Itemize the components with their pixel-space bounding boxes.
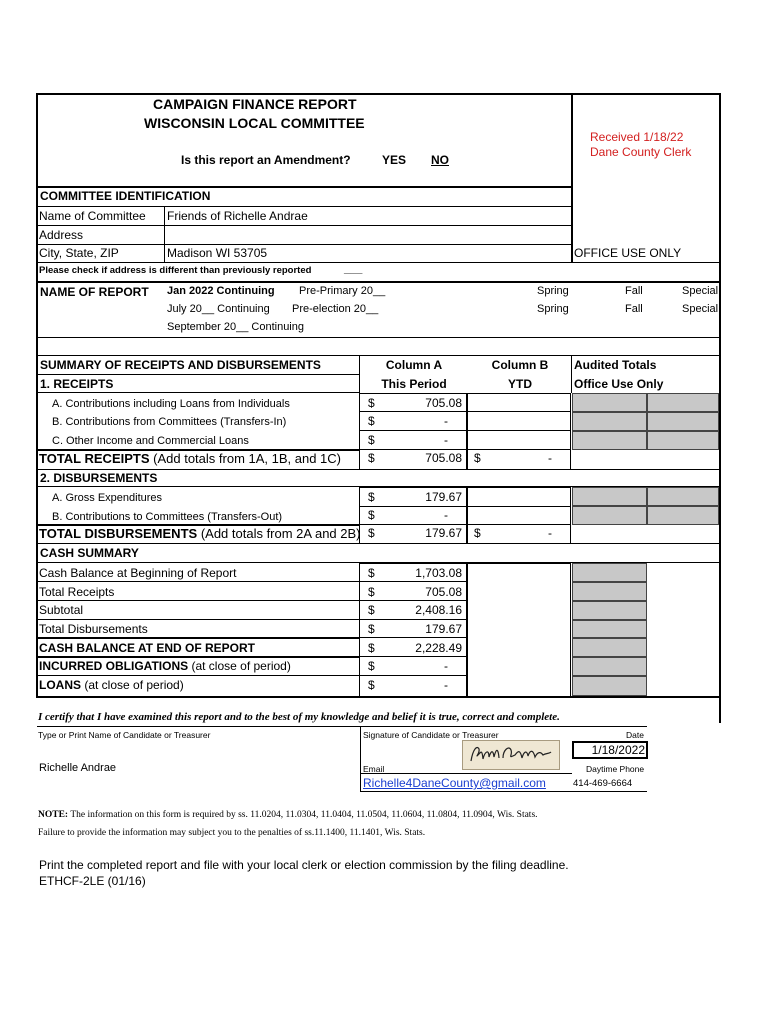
cash-end-value[interactable]: 2,228.49 [415, 641, 462, 655]
rule [37, 206, 572, 207]
rule [37, 600, 359, 601]
signature-scribble-icon [463, 741, 557, 767]
rule [360, 773, 572, 774]
email-label: Email [363, 764, 385, 774]
cash-ytd-box [467, 563, 571, 697]
audited-cell [572, 431, 647, 450]
printed-name-field[interactable]: Richelle Andrae [39, 762, 117, 774]
audited-cell [647, 487, 719, 506]
dollar-sign: $ [368, 566, 375, 580]
disbursement-b-value[interactable]: - [444, 508, 448, 522]
audited-cell [572, 506, 647, 525]
total-disbursements-label: TOTAL DISBURSEMENTS (Add totals from 2A and 2B) [39, 526, 361, 541]
rule [359, 637, 467, 638]
frame-left [36, 93, 38, 698]
audited-cell [647, 412, 719, 431]
dollar-sign: $ [368, 603, 375, 617]
signature-image [462, 740, 560, 770]
receipt-b-label: B. Contributions from Committees (Transfers-In) [52, 416, 287, 428]
rule [37, 637, 359, 639]
cash-subtotal-value[interactable]: 2,408.16 [415, 603, 462, 617]
report-title: CAMPAIGN FINANCE REPORT [153, 96, 357, 112]
option-special-2[interactable]: Special [682, 303, 719, 315]
column-b-header: Column B [491, 358, 549, 372]
dollar-sign: $ [368, 641, 375, 655]
obligations-value[interactable]: - [444, 659, 448, 673]
total-disbursements-ytd-value[interactable]: - [548, 526, 552, 540]
audited-cell [572, 601, 647, 620]
dollar-sign: $ [368, 678, 375, 692]
office-use-label: OFFICE USE ONLY [574, 246, 682, 260]
disbursement-a-value[interactable]: 179.67 [425, 490, 462, 504]
rule [37, 244, 572, 245]
committee-section-heading: COMMITTEE IDENTIFICATION [40, 189, 211, 203]
phone-field[interactable]: 414-469-6664 [573, 778, 633, 789]
cash-begin-value[interactable]: 1,703.08 [415, 566, 462, 580]
option-fall-2[interactable]: Fall [625, 303, 643, 315]
option-fall-1[interactable]: Fall [625, 285, 643, 297]
dollar-sign: $ [368, 659, 375, 673]
rule [37, 374, 359, 375]
cash-end-label: CASH BALANCE AT END OF REPORT [39, 641, 255, 655]
amendment-yes[interactable]: YES [382, 153, 407, 167]
receipt-b-value[interactable]: - [444, 414, 448, 428]
column-b-subheader: YTD [508, 377, 532, 391]
rule [37, 619, 359, 620]
disbursement-a-label: A. Gross Expenditures [52, 492, 163, 504]
address-label: Address [39, 228, 84, 242]
rule [359, 581, 467, 582]
audited-cell [572, 638, 647, 657]
committee-name-field[interactable]: Friends of Richelle Andrae [167, 209, 308, 223]
receipt-a-value[interactable]: 705.08 [425, 396, 462, 410]
report-name-label: NAME OF REPORT [40, 285, 149, 299]
rule [360, 791, 647, 792]
rule [467, 411, 571, 412]
disbursement-b-label: B. Contributions to Committees (Transfers-Out) [52, 511, 283, 523]
option-special-1[interactable]: Special [682, 285, 719, 297]
option-september-continuing[interactable]: September 20__ Continuing [167, 321, 304, 333]
receipts-heading: 1. RECEIPTS [40, 377, 114, 391]
audited-cell [572, 676, 647, 696]
frame-right [719, 93, 721, 723]
summary-heading: SUMMARY OF RECEIPTS AND DISBURSEMENTS [40, 358, 321, 372]
dollar-sign: $ [368, 490, 375, 504]
clerk-stamp: Dane County Clerk [590, 145, 692, 159]
column-a-header: Column A [385, 358, 443, 372]
date-field[interactable]: 1/18/2022 [591, 743, 645, 757]
signature-col-divider [360, 726, 361, 792]
email-link[interactable]: Richelle4DaneCounty@gmail.com [363, 776, 546, 790]
column-a-subheader: This Period [381, 377, 447, 391]
committee-name-label: Name of Committee [39, 209, 146, 223]
rule [359, 675, 467, 676]
dollar-sign: $ [368, 433, 375, 447]
loans-value[interactable]: - [444, 678, 448, 692]
total-disbursements-value[interactable]: 179.67 [425, 526, 462, 540]
rule [37, 696, 720, 698]
rule [359, 506, 467, 507]
dollar-sign: $ [368, 414, 375, 428]
receipt-c-label: C. Other Income and Commercial Loans [52, 435, 249, 447]
received-stamp: Received 1/18/22 [590, 130, 684, 144]
total-receipts-value[interactable]: 705.08 [425, 451, 462, 465]
dollar-sign: $ [368, 508, 375, 522]
address-change-note: Please check if address is different than previously reported [39, 265, 312, 276]
cash-disbursements-value[interactable]: 179.67 [425, 622, 462, 636]
report-subtitle: WISCONSIN LOCAL COMMITTEE [144, 115, 365, 131]
rule [37, 675, 359, 676]
cash-begin-label: Cash Balance at Beginning of Report [39, 566, 237, 580]
committee-top-rule [37, 186, 573, 188]
option-pre-primary[interactable]: Pre-Primary 20__ [299, 285, 386, 297]
audited-cell [647, 506, 719, 525]
receipts-ytd-box [467, 393, 571, 450]
total-receipts-ytd-value[interactable]: - [548, 451, 552, 465]
audited-cell [572, 412, 647, 431]
option-jan-continuing[interactable]: Jan 2022 Continuing [167, 285, 275, 297]
option-spring-1[interactable]: Spring [537, 285, 569, 297]
rule [359, 656, 467, 657]
obligations-label: INCURRED OBLIGATIONS (at close of period) [39, 659, 291, 673]
audited-cell [572, 487, 647, 506]
cash-receipts-value[interactable]: 705.08 [425, 585, 462, 599]
rule [467, 506, 571, 507]
dollar-sign: $ [474, 526, 481, 540]
phone-label: Daytime Phone [586, 764, 645, 774]
rule [37, 281, 720, 283]
rule [359, 524, 467, 525]
city-field[interactable]: Madison WI 53705 [167, 246, 268, 260]
rule [359, 600, 467, 601]
total-receipts-label: TOTAL RECEIPTS (Add totals from 1A, 1B, and 1C) [39, 451, 342, 466]
rule [37, 581, 359, 582]
filing-instruction: Print the completed report and file with your local clerk or election commission by the filing deadline. [39, 858, 569, 872]
rule [37, 726, 647, 727]
cash-disbursements-label: Total Disbursements [39, 622, 148, 636]
rule [37, 225, 572, 226]
audited-cell [647, 431, 719, 450]
dollar-sign: $ [368, 585, 375, 599]
option-july-continuing[interactable]: July 20__ Continuing [167, 303, 270, 315]
dollar-sign: $ [474, 451, 481, 465]
rule [37, 355, 720, 356]
frame-top [37, 93, 720, 95]
column-a-divider [571, 355, 572, 393]
rule [37, 262, 720, 263]
print-name-label: Type or Print Name of Candidate or Treasurer [38, 730, 211, 740]
rule [37, 392, 359, 393]
disbursements-heading: 2. DISBURSEMENTS [40, 471, 158, 485]
statute-note: NOTE: The information on this form is required by ss. 11.0204, 11.0304, 11.0404, 11.0504, 11.0604, 11.0804, 11.0904, Wis. Stats. [38, 810, 538, 820]
audited-cell [572, 620, 647, 638]
rule [359, 430, 467, 431]
audited-cell [572, 582, 647, 601]
rule [359, 619, 467, 620]
receipt-c-value[interactable]: - [444, 433, 448, 447]
date-label: Date [626, 730, 644, 740]
certification-statement: I certify that I have examined this report and to the best of my knowledge and belief it is true, correct and complete. [38, 711, 560, 723]
option-pre-election[interactable]: Pre-election 20__ [292, 303, 379, 315]
signature-label: Signature of Candidate or Treasurer [363, 730, 499, 740]
audited-header: Audited Totals [574, 358, 657, 372]
audited-cell [572, 563, 647, 582]
option-spring-2[interactable]: Spring [537, 303, 569, 315]
audited-cell [647, 393, 719, 412]
dollar-sign: $ [368, 451, 375, 465]
audited-subheader: Office Use Only [574, 377, 664, 391]
committee-col-divider [164, 206, 165, 263]
audited-cell [572, 393, 647, 412]
address-change-checkbox[interactable]: ___ [344, 263, 363, 275]
rule [37, 337, 720, 338]
penalty-note: Failure to provide the information may subject you to the penalties of ss.11.1400, 11.1401, Wis. Stats. [38, 828, 426, 838]
dollar-sign: $ [368, 396, 375, 410]
rule [359, 411, 467, 412]
receipt-a-label: A. Contributions including Loans from Individuals [52, 398, 290, 410]
amendment-no[interactable]: NO [431, 153, 449, 167]
rule [359, 449, 467, 450]
dollar-sign: $ [368, 622, 375, 636]
office-divider [571, 93, 573, 263]
rule [467, 430, 571, 431]
form-id: ETHCF-2LE (01/16) [39, 874, 146, 888]
cash-summary-heading: CASH SUMMARY [40, 546, 139, 560]
loans-label: LOANS (at close of period) [39, 678, 184, 692]
audited-cell [572, 657, 647, 676]
dollar-sign: $ [368, 526, 375, 540]
rule [37, 656, 359, 658]
amendment-question: Is this report an Amendment? [181, 153, 351, 167]
cash-receipts-label: Total Receipts [39, 585, 115, 599]
city-label: City, State, ZIP [39, 246, 119, 260]
cash-subtotal-label: Subtotal [39, 603, 84, 617]
